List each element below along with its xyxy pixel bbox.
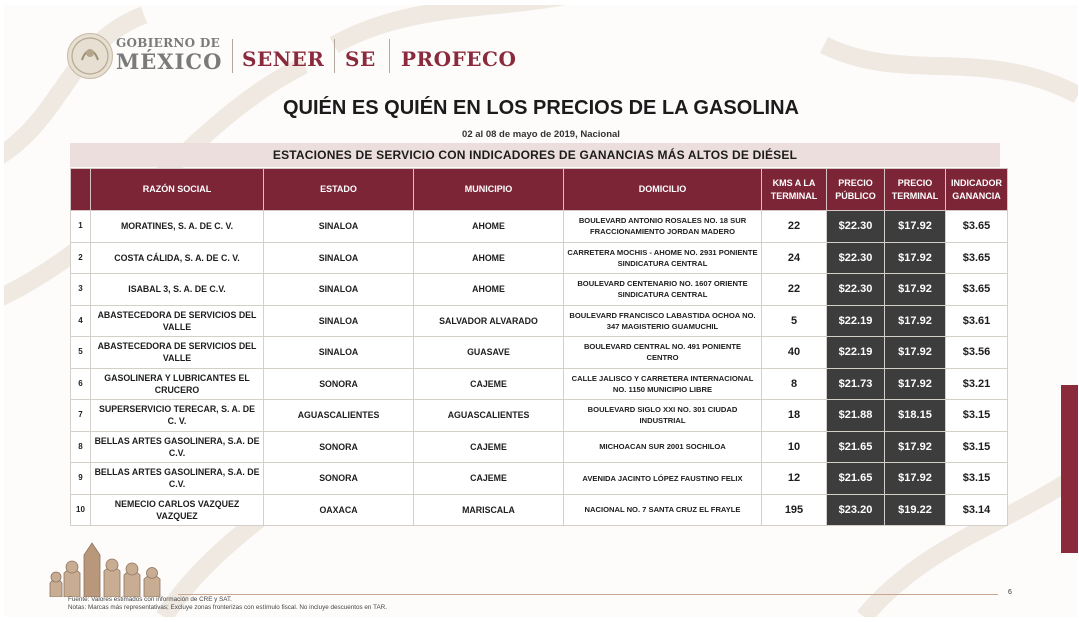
precio-publico-cell: $22.30 xyxy=(827,274,885,306)
domicilio-cell: BOULEVARD CENTRAL NO. 491 PONIENTE CENTRO xyxy=(564,337,762,369)
precio-terminal-cell: $17.92 xyxy=(885,431,946,463)
domicilio-cell: CALLE JALISCO Y CARRETERA INTERNACIONAL NO. 1150 MUNICIPIO LIBRE xyxy=(564,368,762,400)
municipio-cell: CAJEME xyxy=(414,463,564,495)
estado-cell: SINALOA xyxy=(264,337,414,369)
precio-terminal-cell: $17.92 xyxy=(885,368,946,400)
precio-publico-cell: $21.65 xyxy=(827,463,885,495)
razon-social-cell: SUPERSERVICIO TERECAR, S. A. DE C. V. xyxy=(91,400,264,432)
table-row xyxy=(71,211,1008,243)
domicilio-cell: BOULEVARD FRANCISCO LABASTIDA OCHOA NO. 347 MAGISTERIO GUAMUCHIL xyxy=(564,305,762,337)
estado-cell: OAXACA xyxy=(264,494,414,526)
indicador-ganancia-cell: $3.15 xyxy=(946,400,1008,432)
precio-publico-cell: $22.19 xyxy=(827,305,885,337)
precio-terminal-cell: $19.22 xyxy=(885,494,946,526)
kms-cell: 24 xyxy=(762,242,827,274)
col-header-precio-terminal: PRECIO TERMINAL xyxy=(885,169,946,211)
coat-of-arms-icon xyxy=(67,33,113,79)
precio-publico-cell: $22.19 xyxy=(827,337,885,369)
precio-publico-cell: $21.65 xyxy=(827,431,885,463)
estado-cell: SONORA xyxy=(264,368,414,400)
indicador-ganancia-cell: $3.15 xyxy=(946,431,1008,463)
mexico-label: MÉXICO xyxy=(116,49,223,74)
table-row xyxy=(71,431,1008,463)
table-row xyxy=(71,242,1008,274)
precio-terminal-cell: $17.92 xyxy=(885,305,946,337)
table-row xyxy=(71,494,1008,526)
precio-terminal-cell: $18.15 xyxy=(885,400,946,432)
row-number: 9 xyxy=(71,463,91,495)
side-accent-bar xyxy=(1061,385,1078,553)
indicador-ganancia-cell: $3.65 xyxy=(946,211,1008,243)
estado-cell: SINALOA xyxy=(264,274,414,306)
estado-cell: AGUASCALIENTES xyxy=(264,400,414,432)
date-range: 02 al 08 de mayo de 2019, Nacional xyxy=(462,129,620,140)
col-header-estado: ESTADO xyxy=(264,169,414,211)
kms-cell: 22 xyxy=(762,211,827,243)
row-number: 7 xyxy=(71,400,91,432)
footer-source: Fuente: Valores estimados con información de CRE y SAT. xyxy=(68,596,232,603)
precio-terminal-cell: $17.92 xyxy=(885,211,946,243)
kms-cell: 22 xyxy=(762,274,827,306)
precio-publico-cell: $23.20 xyxy=(827,494,885,526)
precio-terminal-cell: $17.92 xyxy=(885,242,946,274)
kms-cell: 12 xyxy=(762,463,827,495)
razon-social-cell: ISABAL 3, S. A. DE C.V. xyxy=(91,274,264,306)
domicilio-cell: BOULEVARD SIGLO XXI NO. 301 CIUDAD INDUSTRIAL xyxy=(564,400,762,432)
estado-cell: SINALOA xyxy=(264,305,414,337)
col-header-domicilio: DOMICILIO xyxy=(564,169,762,211)
table-header-row xyxy=(71,169,1008,211)
page-title: QUIÉN ES QUIÉN EN LOS PRECIOS DE LA GASOLINA xyxy=(283,97,799,119)
estado-cell: SINALOA xyxy=(264,211,414,243)
domicilio-cell: BOULEVARD CENTENARIO NO. 1607 ORIENTE SINDICATURA CENTRAL xyxy=(564,274,762,306)
estado-cell: SINALOA xyxy=(264,242,414,274)
domicilio-cell: CARRETERA MOCHIS - AHOME NO. 2931 PONIENTE SINDICATURA CENTRAL xyxy=(564,242,762,274)
header-divider xyxy=(232,39,233,73)
table-row xyxy=(71,305,1008,337)
municipio-cell: SALVADOR ALVARADO xyxy=(414,305,564,337)
estado-cell: SONORA xyxy=(264,431,414,463)
col-header-razon-social: RAZÓN SOCIAL xyxy=(91,169,264,211)
col-header-precio-publico: PRECIO PÚBLICO xyxy=(827,169,885,211)
precio-publico-cell: $21.88 xyxy=(827,400,885,432)
org-se: SE xyxy=(345,47,376,71)
row-number: 8 xyxy=(71,431,91,463)
razon-social-cell: ABASTECEDORA DE SERVICIOS DEL VALLE xyxy=(91,305,264,337)
table-row xyxy=(71,368,1008,400)
indicador-ganancia-cell: $3.21 xyxy=(946,368,1008,400)
indicador-ganancia-cell: $3.65 xyxy=(946,242,1008,274)
footer-divider xyxy=(178,594,998,595)
razon-social-cell: NEMECIO CARLOS VAZQUEZ VAZQUEZ xyxy=(91,494,264,526)
municipio-cell: CAJEME xyxy=(414,431,564,463)
row-number: 1 xyxy=(71,211,91,243)
indicador-ganancia-cell: $3.65 xyxy=(946,274,1008,306)
razon-social-cell: GASOLINERA Y LUBRICANTES EL CRUCERO xyxy=(91,368,264,400)
precio-publico-cell: $22.30 xyxy=(827,211,885,243)
kms-cell: 18 xyxy=(762,400,827,432)
kms-cell: 10 xyxy=(762,431,827,463)
municipio-cell: MARISCALA xyxy=(414,494,564,526)
municipio-cell: AHOME xyxy=(414,242,564,274)
table-row xyxy=(71,337,1008,369)
razon-social-cell: COSTA CÁLIDA, S. A. DE C. V. xyxy=(91,242,264,274)
header-divider xyxy=(334,39,335,73)
municipio-cell: AHOME xyxy=(414,211,564,243)
row-number: 10 xyxy=(71,494,91,526)
slide xyxy=(4,5,1078,617)
header-divider xyxy=(389,39,390,73)
kms-cell: 195 xyxy=(762,494,827,526)
kms-cell: 40 xyxy=(762,337,827,369)
indicador-ganancia-cell: $3.15 xyxy=(946,463,1008,495)
precio-terminal-cell: $17.92 xyxy=(885,274,946,306)
razon-social-cell: BELLAS ARTES GASOLINERA, S.A. DE C.V. xyxy=(91,431,264,463)
domicilio-cell: BOULEVARD ANTONIO ROSALES NO. 18 SUR FRACCIONAMIENTO JORDAN MADERO xyxy=(564,211,762,243)
razon-social-cell: ABASTECEDORA DE SERVICIOS DEL VALLE xyxy=(91,337,264,369)
col-header-kms: KMS A LA TERMINAL xyxy=(762,169,827,211)
section-title: ESTACIONES DE SERVICIO CON INDICADORES DE GANANCIAS MÁS ALTOS DE DIÉSEL xyxy=(70,143,1000,167)
razon-social-cell: MORATINES, S. A. DE C. V. xyxy=(91,211,264,243)
indicador-ganancia-cell: $3.61 xyxy=(946,305,1008,337)
footer-notes: Notas: Marcas más representativas; Excluye zonas fronterizas con estímulo fiscal. No incluye descuentos en TAR. xyxy=(68,604,387,611)
razon-social-cell: BELLAS ARTES GASOLINERA, S.A. DE C.V. xyxy=(91,463,264,495)
indicador-ganancia-cell: $3.14 xyxy=(946,494,1008,526)
kms-cell: 5 xyxy=(762,305,827,337)
municipio-cell: GUASAVE xyxy=(414,337,564,369)
table-row xyxy=(71,463,1008,495)
kms-cell: 8 xyxy=(762,368,827,400)
row-number: 2 xyxy=(71,242,91,274)
page-number: 6 xyxy=(1008,589,1012,596)
gobierno-label: GOBIERNO DE xyxy=(116,36,221,50)
municipio-cell: AGUASCALIENTES xyxy=(414,400,564,432)
precio-terminal-cell: $17.92 xyxy=(885,337,946,369)
domicilio-cell: MICHOACAN SUR 2001 SOCHILOA xyxy=(564,431,762,463)
row-number: 5 xyxy=(71,337,91,369)
precio-publico-cell: $21.73 xyxy=(827,368,885,400)
col-header-municipio: MUNICIPIO xyxy=(414,169,564,211)
row-number: 4 xyxy=(71,305,91,337)
precio-publico-cell: $22.30 xyxy=(827,242,885,274)
national-heroes-illustration xyxy=(48,525,178,597)
org-profeco: PROFECO xyxy=(401,47,517,71)
col-header-num xyxy=(71,169,91,211)
row-number: 3 xyxy=(71,274,91,306)
stations-table xyxy=(70,168,1008,526)
domicilio-cell: NACIONAL NO. 7 SANTA CRUZ EL FRAYLE xyxy=(564,494,762,526)
table-row xyxy=(71,274,1008,306)
col-header-indicador-ganancia: INDICADOR GANANCIA xyxy=(946,169,1008,211)
indicador-ganancia-cell: $3.56 xyxy=(946,337,1008,369)
domicilio-cell: AVENIDA JACINTO LÓPEZ FAUSTINO FELIX xyxy=(564,463,762,495)
estado-cell: SONORA xyxy=(264,463,414,495)
org-sener: SENER xyxy=(242,47,325,71)
row-number: 6 xyxy=(71,368,91,400)
precio-terminal-cell: $17.92 xyxy=(885,463,946,495)
table-row xyxy=(71,400,1008,432)
municipio-cell: AHOME xyxy=(414,274,564,306)
municipio-cell: CAJEME xyxy=(414,368,564,400)
